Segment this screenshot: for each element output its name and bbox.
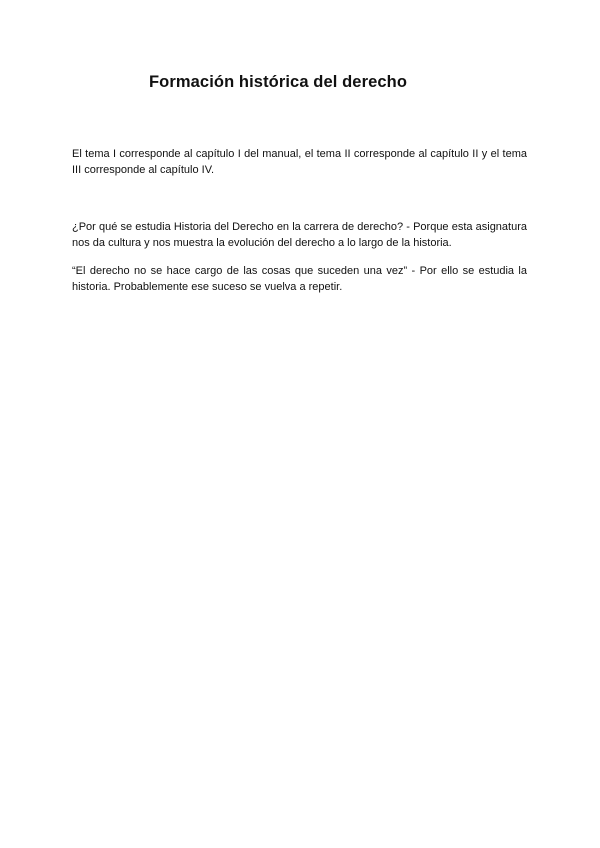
paragraph-why-study: ¿Por qué se estudia Historia del Derecho en la carrera de derecho? - Porque esta asignatura nos da cultura y nos muestra la evolución del derecho a lo largo de la historia. (72, 221, 527, 249)
document-title: Formación histórica del derecho (149, 73, 407, 91)
paragraph-quote: “El derecho no se hace cargo de las cosas que suceden una vez” - Por ello se estudia la historia. Probablemente ese suceso se vuelva a repetir. (72, 265, 527, 293)
paragraph-chapter-mapping: El tema I corresponde al capítulo I del manual, el tema II corresponde al capítulo II y el tema III corresponde al capítulo IV. (72, 148, 527, 176)
